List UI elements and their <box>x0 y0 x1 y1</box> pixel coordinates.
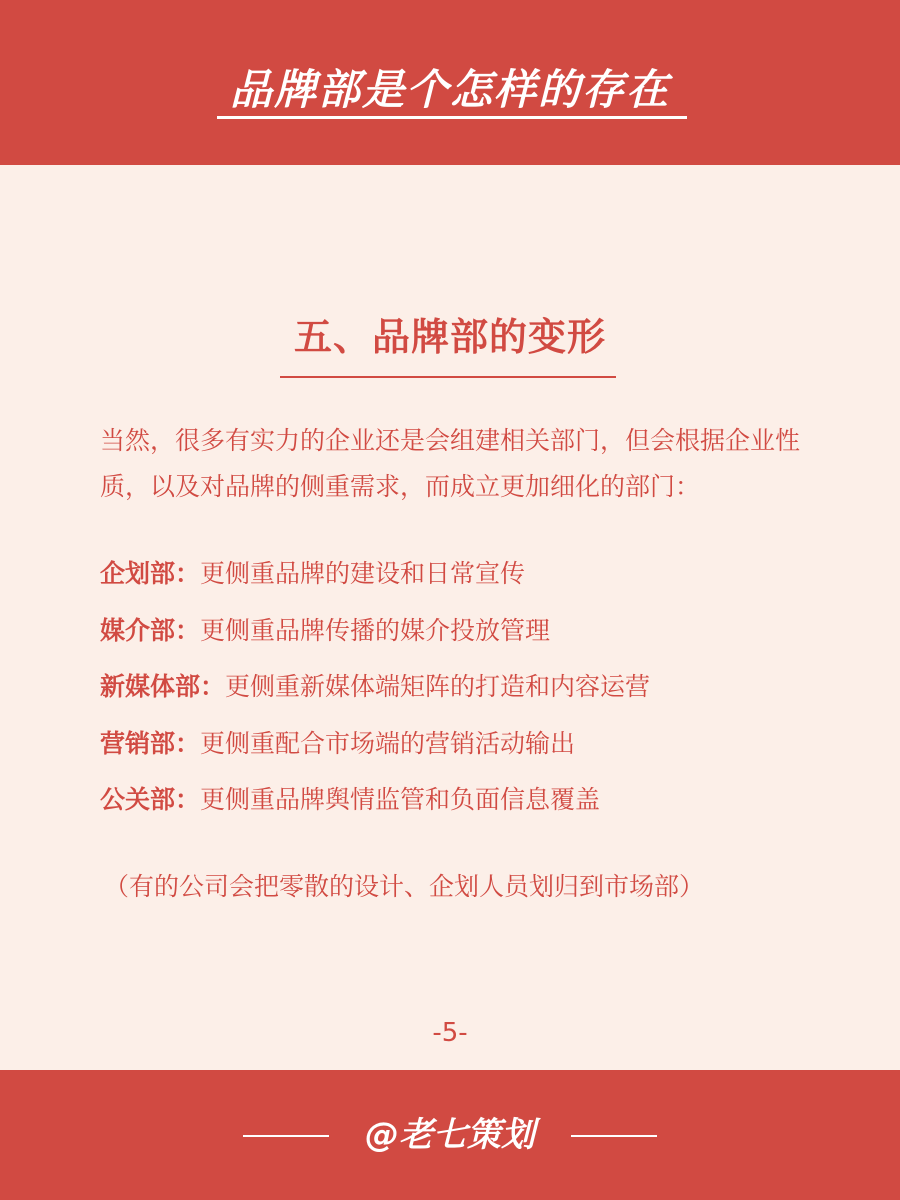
department-description: 更侧重品牌舆情监管和负面信息覆盖 <box>200 785 601 814</box>
department-description: 更侧重品牌传播的媒介投放管理 <box>200 615 551 645</box>
page-title: 品牌部是个怎样的存在 <box>229 65 670 114</box>
department-description: 更侧重配合市场端的营销活动输出 <box>200 728 576 758</box>
department-description: 更侧重品牌的建设和日常宣传 <box>200 559 526 588</box>
department-name: 公关部： <box>100 785 201 814</box>
department-name: 媒介部： <box>100 615 201 645</box>
footer-banner <box>0 1070 900 1200</box>
department-item <box>100 549 860 606</box>
department-item <box>100 662 860 719</box>
department-list <box>100 549 860 832</box>
department-name: 企划部： <box>100 559 201 588</box>
footnote: （有的公司会把零散的设计、企划人员划归到市场部） <box>104 872 705 901</box>
page-number: -5- <box>432 1018 468 1048</box>
author-handle: @老七策划 <box>365 1115 535 1155</box>
section-title: 五、品牌部的变形 <box>293 315 606 359</box>
intro-paragraph: 当然，很多有实力的企业还是会组建相关部门，但会根据企业性质，以及对品牌的侧重需求，而成立更加细化的部门： <box>100 426 801 501</box>
department-description: 更侧重新媒体端矩阵的打造和内容运营 <box>225 672 651 701</box>
department-name: 新媒体部： <box>100 672 226 701</box>
footer-right-line <box>571 1135 657 1137</box>
department-item <box>100 775 860 832</box>
department-item <box>100 719 860 776</box>
department-name: 营销部： <box>100 728 201 758</box>
title-underline <box>217 116 687 119</box>
department-item <box>100 606 860 663</box>
section-underline <box>280 376 616 378</box>
header-banner <box>0 0 900 165</box>
